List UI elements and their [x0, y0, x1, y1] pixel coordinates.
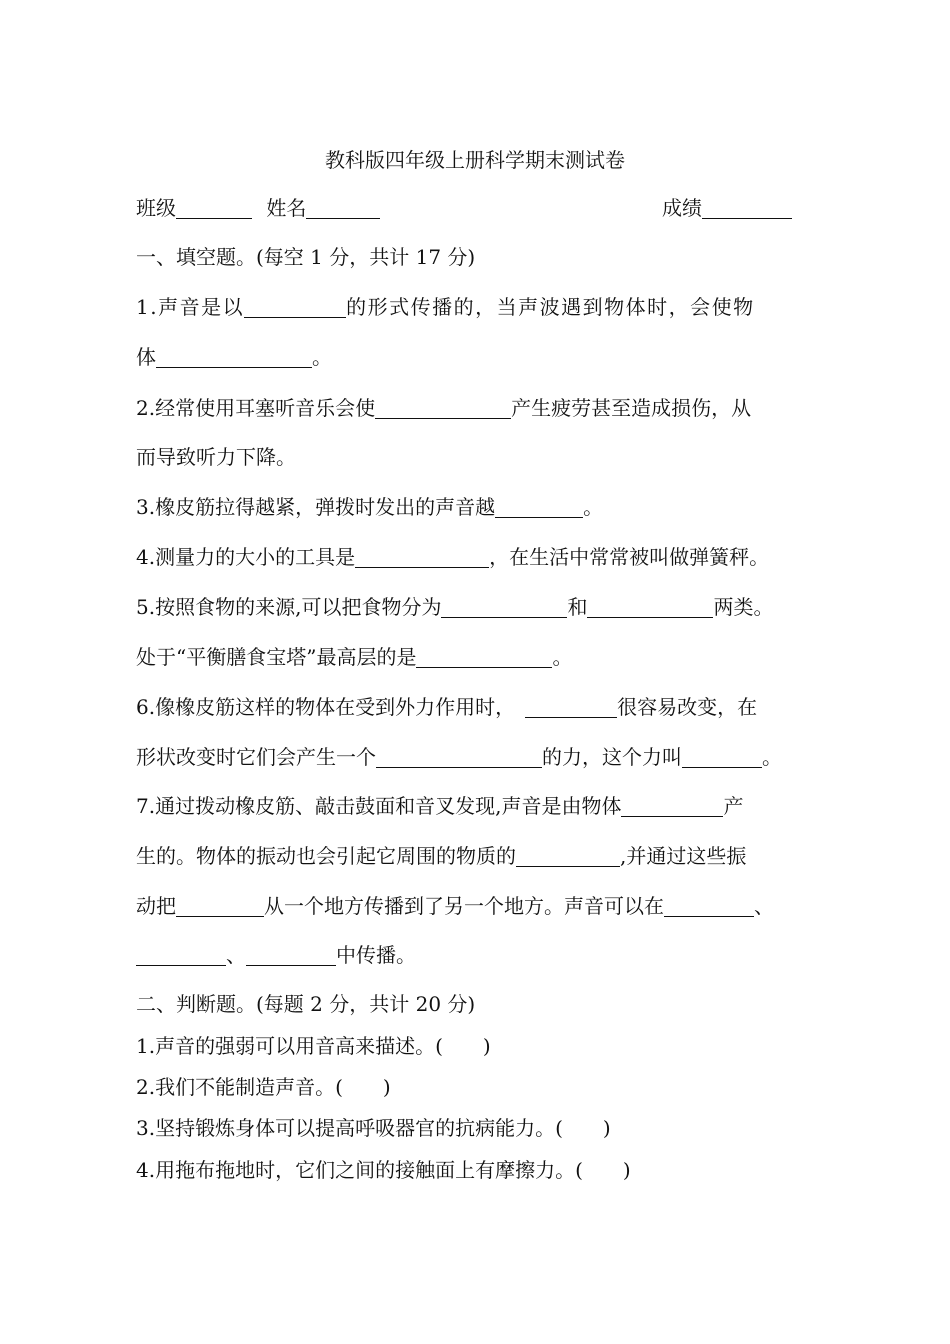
q7-text-i: 中传播。 [336, 943, 416, 967]
q2-line2: 而导致听力下降。 [136, 445, 296, 469]
q1-text-d: 。 [312, 345, 332, 369]
q4-blank-1[interactable] [355, 547, 489, 568]
section1-heading: 一、填空题。(每空 1 分，共计 17 分) [136, 245, 476, 269]
q7-line1 [136, 793, 743, 819]
score-blank[interactable] [702, 198, 792, 219]
q1-line1 [136, 294, 755, 320]
q7-text-c: 生的。物体的振动也会引起它周围的物质的 [136, 844, 516, 868]
page-title: 教科版四年级上册科学期末测试卷 [325, 148, 625, 172]
q7-blank-6[interactable] [246, 945, 336, 966]
q7-text-h: 、 [226, 943, 246, 967]
name-blank[interactable] [306, 198, 380, 219]
q4-text-a: 4.测量力的大小的工具是 [136, 545, 356, 569]
judge-item-1: 1.声音的强弱可以用音高来描述。( ) [136, 1034, 491, 1058]
q4-line [136, 544, 769, 570]
name-label: 姓名 [266, 196, 307, 220]
score-label: 成绩 [662, 196, 702, 220]
q5-blank-1[interactable] [441, 597, 567, 618]
q1-blank-1[interactable] [244, 297, 346, 318]
q7-text-e: 动把 [136, 894, 176, 918]
q7-blank-1[interactable] [621, 796, 723, 817]
q7-blank-4[interactable] [664, 896, 754, 917]
judge-item-2: 2.我们不能制造声音。( ) [136, 1075, 391, 1099]
q5-text-e: 。 [552, 645, 573, 669]
judge-item-3: 3.坚持锻炼身体可以提高呼吸器官的抗病能力。( ) [136, 1116, 611, 1140]
class-blank[interactable] [176, 198, 252, 219]
q7-text-f: 从一个地方传播到了另一个地方。声音可以在 [264, 894, 664, 918]
q6-blank-1[interactable] [525, 697, 617, 718]
q7-line4 [136, 942, 416, 968]
q3-blank-1[interactable] [495, 497, 583, 518]
header-row [136, 195, 380, 221]
q7-text-d: ,并通过这些振 [620, 844, 747, 868]
q7-blank-5[interactable] [136, 945, 226, 966]
q1-text-b: 的形式传播的，当声波遇到物体时，会使物 [346, 295, 755, 319]
q2-text-a: 2.经常使用耳塞听音乐会使 [136, 396, 376, 420]
q7-text-a: 7.通过拨动橡皮筋、敲击鼓面和音叉发现,声音是由物体 [136, 794, 622, 818]
q6-line1 [136, 694, 757, 720]
q5-line1 [136, 594, 773, 620]
q6-blank-3[interactable] [682, 747, 762, 768]
q6-line2 [136, 744, 782, 770]
q5-text-b: 和 [567, 595, 588, 619]
q7-text-g: 、 [754, 894, 774, 918]
q7-text-b: 产 [723, 794, 744, 818]
class-label: 班级 [136, 196, 176, 220]
q1-text-a: 1.声音是以 [136, 295, 245, 319]
q5-blank-2[interactable] [587, 597, 713, 618]
q4-text-b: ，在生活中常常被叫做弹簧秤。 [489, 545, 770, 569]
q1-line2 [136, 344, 332, 370]
score-row [662, 195, 792, 221]
q7-line2 [136, 843, 746, 869]
q2-blank-1[interactable] [375, 398, 511, 419]
q5-text-d: 处于“平衡膳食宝塔”最高层的是 [136, 645, 417, 669]
q6-text-c: 形状改变时它们会产生一个 [136, 745, 376, 769]
q5-blank-3[interactable] [416, 647, 552, 668]
section2-heading: 二、判断题。(每题 2 分，共计 20 分) [136, 992, 476, 1016]
q3-text-a: 3.橡皮筋拉得越紧，弹拨时发出的声音越 [136, 495, 496, 519]
q3-line [136, 494, 603, 520]
q5-line2 [136, 644, 572, 670]
q7-line3 [136, 893, 774, 919]
q6-text-d: 的力，这个力叫 [542, 745, 682, 769]
q6-text-a: 6.像橡皮筋这样的物体在受到外力作用时， [136, 695, 516, 719]
q5-text-c: 两类。 [713, 595, 774, 619]
q1-blank-2[interactable] [156, 347, 312, 368]
q7-blank-2[interactable] [516, 846, 620, 867]
q1-text-c: 体 [136, 345, 156, 369]
q3-text-b: 。 [583, 495, 604, 519]
judge-item-4: 4.用拖布拖地时，它们之间的接触面上有摩擦力。( ) [136, 1158, 631, 1182]
q2-line1 [136, 395, 751, 421]
q6-blank-2[interactable] [376, 747, 542, 768]
q5-text-a: 5.按照食物的来源,可以把食物分为 [136, 595, 442, 619]
q6-text-e: 。 [762, 745, 782, 769]
q2-text-b: 产生疲劳甚至造成损伤，从 [511, 396, 752, 420]
q7-blank-3[interactable] [176, 896, 264, 917]
q6-text-b: 很容易改变，在 [617, 695, 758, 719]
